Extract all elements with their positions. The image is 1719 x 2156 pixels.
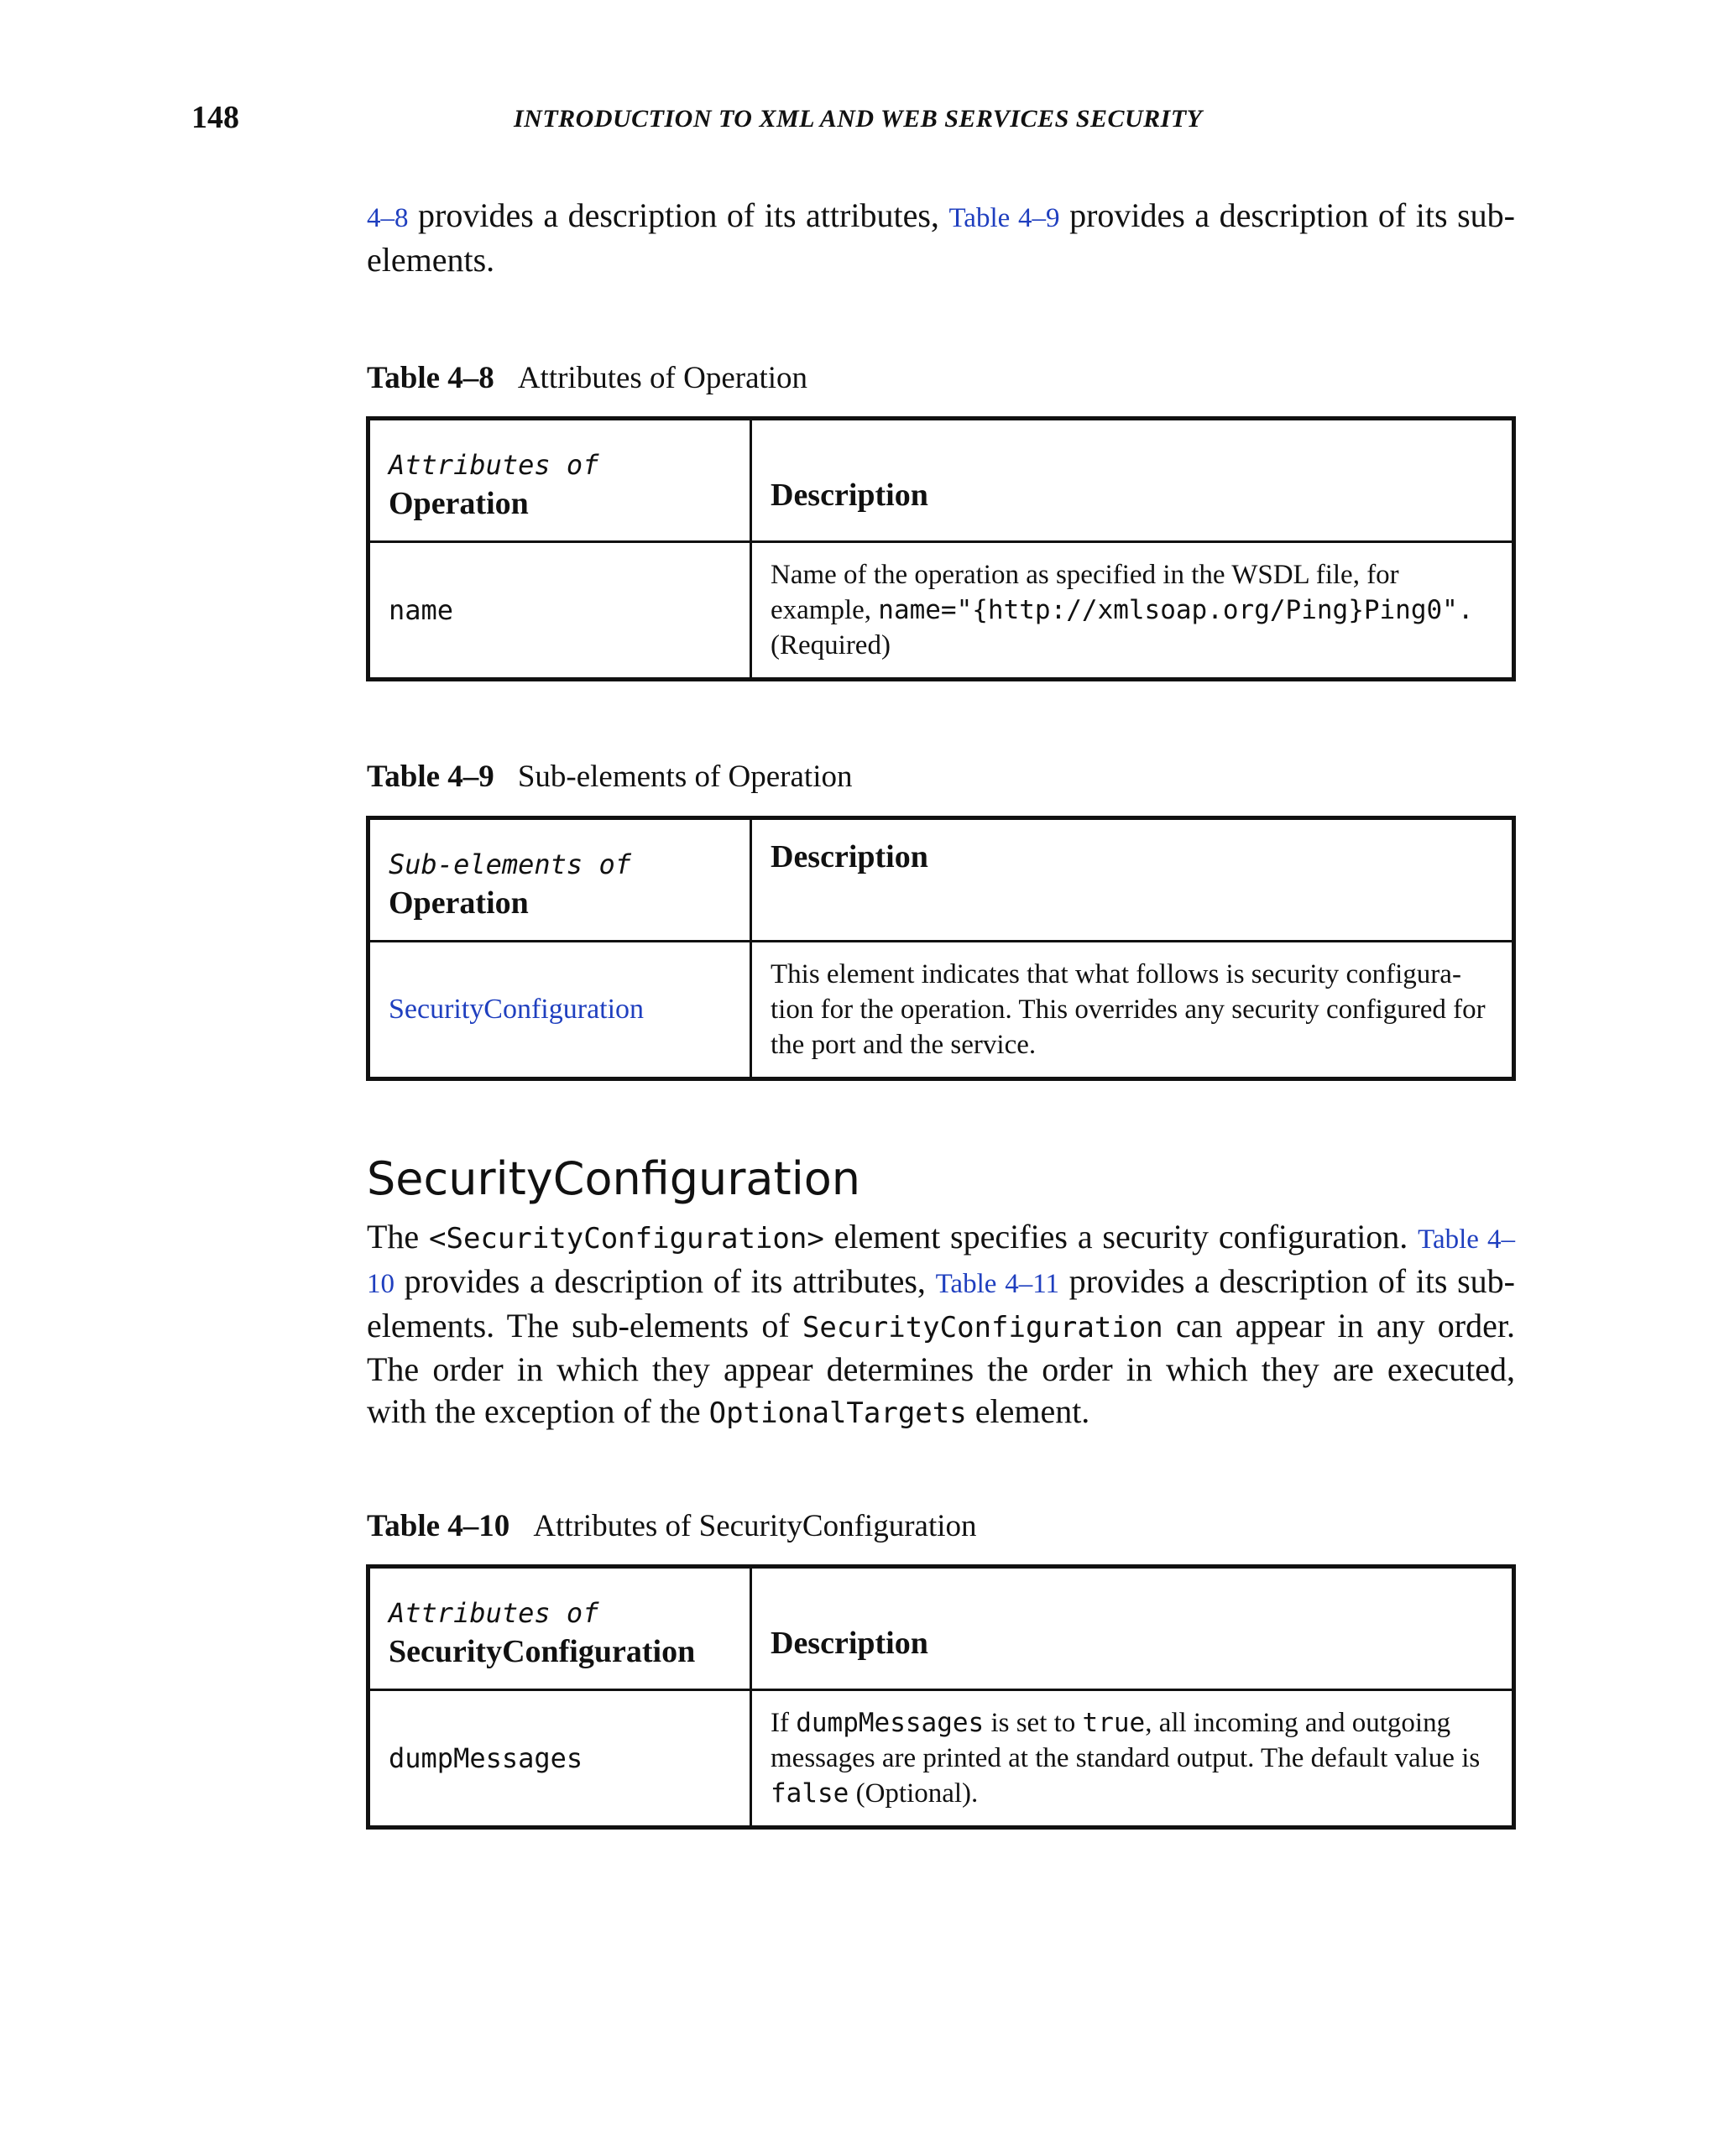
table-cell xyxy=(368,1690,751,1828)
caption-number: Table 4–8 xyxy=(367,361,494,395)
paragraph-text: provides a description of its attributes, xyxy=(394,1262,936,1300)
table-4-8-link[interactable]: 4–8 xyxy=(367,203,409,233)
paragraph-code: OptionalTargets xyxy=(708,1396,967,1430)
caption-title: Sub-elements of Operation xyxy=(517,760,853,794)
header-description: Description xyxy=(771,478,928,513)
caption-title: Attributes of SecurityConfiguration xyxy=(533,1509,977,1543)
header-cell xyxy=(751,1567,1514,1690)
section-paragraph xyxy=(367,1216,1515,1434)
description-code: false xyxy=(771,1778,849,1809)
sub-elements-of-operation-table xyxy=(366,816,1516,1081)
attribute-name: name xyxy=(389,594,454,626)
attributes-of-securityconfiguration-table xyxy=(366,1564,1516,1830)
paragraph-text: The xyxy=(367,1218,430,1255)
description-text: This element indicates that what follows is security configura- tion for the operation. This overrides any security configured for the port and the service. xyxy=(771,959,1486,1060)
header-italic: Sub-elements of xyxy=(389,848,631,880)
paragraph-code: <SecurityConfiguration> xyxy=(429,1222,824,1255)
description-text: Name of the operation as specified in the WSDL file, for example, xyxy=(771,560,1399,625)
header-cell xyxy=(368,818,751,942)
table-row xyxy=(368,542,1514,680)
running-head: INTRODUCTION TO XML AND WEB SERVICES SECURITY xyxy=(514,105,1203,133)
header-bold: Operation xyxy=(389,885,529,921)
table-4-10-link[interactable]: Table 4–10 xyxy=(367,1224,1516,1299)
header-cell xyxy=(368,419,751,542)
description-code: name="{http://xmlsoap.org/Ping}Ping0". xyxy=(878,595,1474,625)
description-text: , all incoming and outgoing messages are printed at the standard output. The default value is xyxy=(771,1708,1481,1773)
header-italic: Attributes of xyxy=(389,1596,599,1629)
paragraph-text: element. xyxy=(966,1392,1090,1430)
table-cell xyxy=(368,942,751,1079)
description-text: (Optional). xyxy=(849,1778,979,1809)
table-cell xyxy=(368,542,751,680)
description-text: If xyxy=(771,1708,797,1738)
page-number: 148 xyxy=(191,100,239,135)
paragraph-text: can appear in any order. The order in which they appear determines the order in which they are executed, with the exception of the xyxy=(367,1307,1515,1430)
header-bold: Operation xyxy=(389,485,529,521)
header-cell xyxy=(751,419,1514,542)
attributes-of-operation-table xyxy=(366,416,1516,681)
table-row xyxy=(368,1690,1514,1828)
table-cell xyxy=(751,942,1514,1079)
table-header-row xyxy=(368,1567,1514,1690)
description-text: is set to xyxy=(984,1708,1083,1738)
table-cell xyxy=(751,1690,1514,1828)
header-cell xyxy=(751,818,1514,942)
table-4-9-link[interactable]: Table 4–9 xyxy=(948,203,1060,233)
intro-paragraph xyxy=(367,195,1515,281)
table-caption xyxy=(367,359,807,398)
section-heading: SecurityConfiguration xyxy=(367,1152,860,1205)
header-italic: Attributes of xyxy=(389,448,599,481)
description-text: (Required) xyxy=(771,630,891,660)
caption-number: Table 4–9 xyxy=(367,760,494,794)
table-cell xyxy=(751,542,1514,680)
table-header-row xyxy=(368,419,1514,542)
table-header-row xyxy=(368,818,1514,942)
security-configuration-link[interactable]: SecurityConfiguration xyxy=(389,994,645,1025)
caption-number: Table 4–10 xyxy=(367,1509,510,1543)
header-bold: SecurityConfiguration xyxy=(389,1633,696,1669)
attribute-name: dumpMessages xyxy=(389,1742,583,1774)
intro-text: provides a description of its attributes, xyxy=(408,196,949,234)
intro-text: provides a description of its sub-elements. xyxy=(367,196,1515,279)
table-caption xyxy=(367,758,852,796)
header-cell xyxy=(368,1567,751,1690)
paragraph-text: provides a description of its sub-elements. The sub-elements of xyxy=(367,1262,1516,1344)
description-code: dumpMessages xyxy=(796,1708,985,1738)
table-4-11-link[interactable]: Table 4–11 xyxy=(935,1269,1060,1299)
paragraph-code: SecurityConfiguration xyxy=(802,1311,1163,1344)
header-description: Description xyxy=(771,1626,928,1661)
paragraph-text: element specifies a security configuration. xyxy=(823,1218,1419,1255)
caption-title: Attributes of Operation xyxy=(517,361,808,395)
header-description: Description xyxy=(771,839,928,874)
table-row xyxy=(368,942,1514,1079)
description-code: true xyxy=(1082,1708,1146,1738)
table-caption xyxy=(367,1507,977,1546)
